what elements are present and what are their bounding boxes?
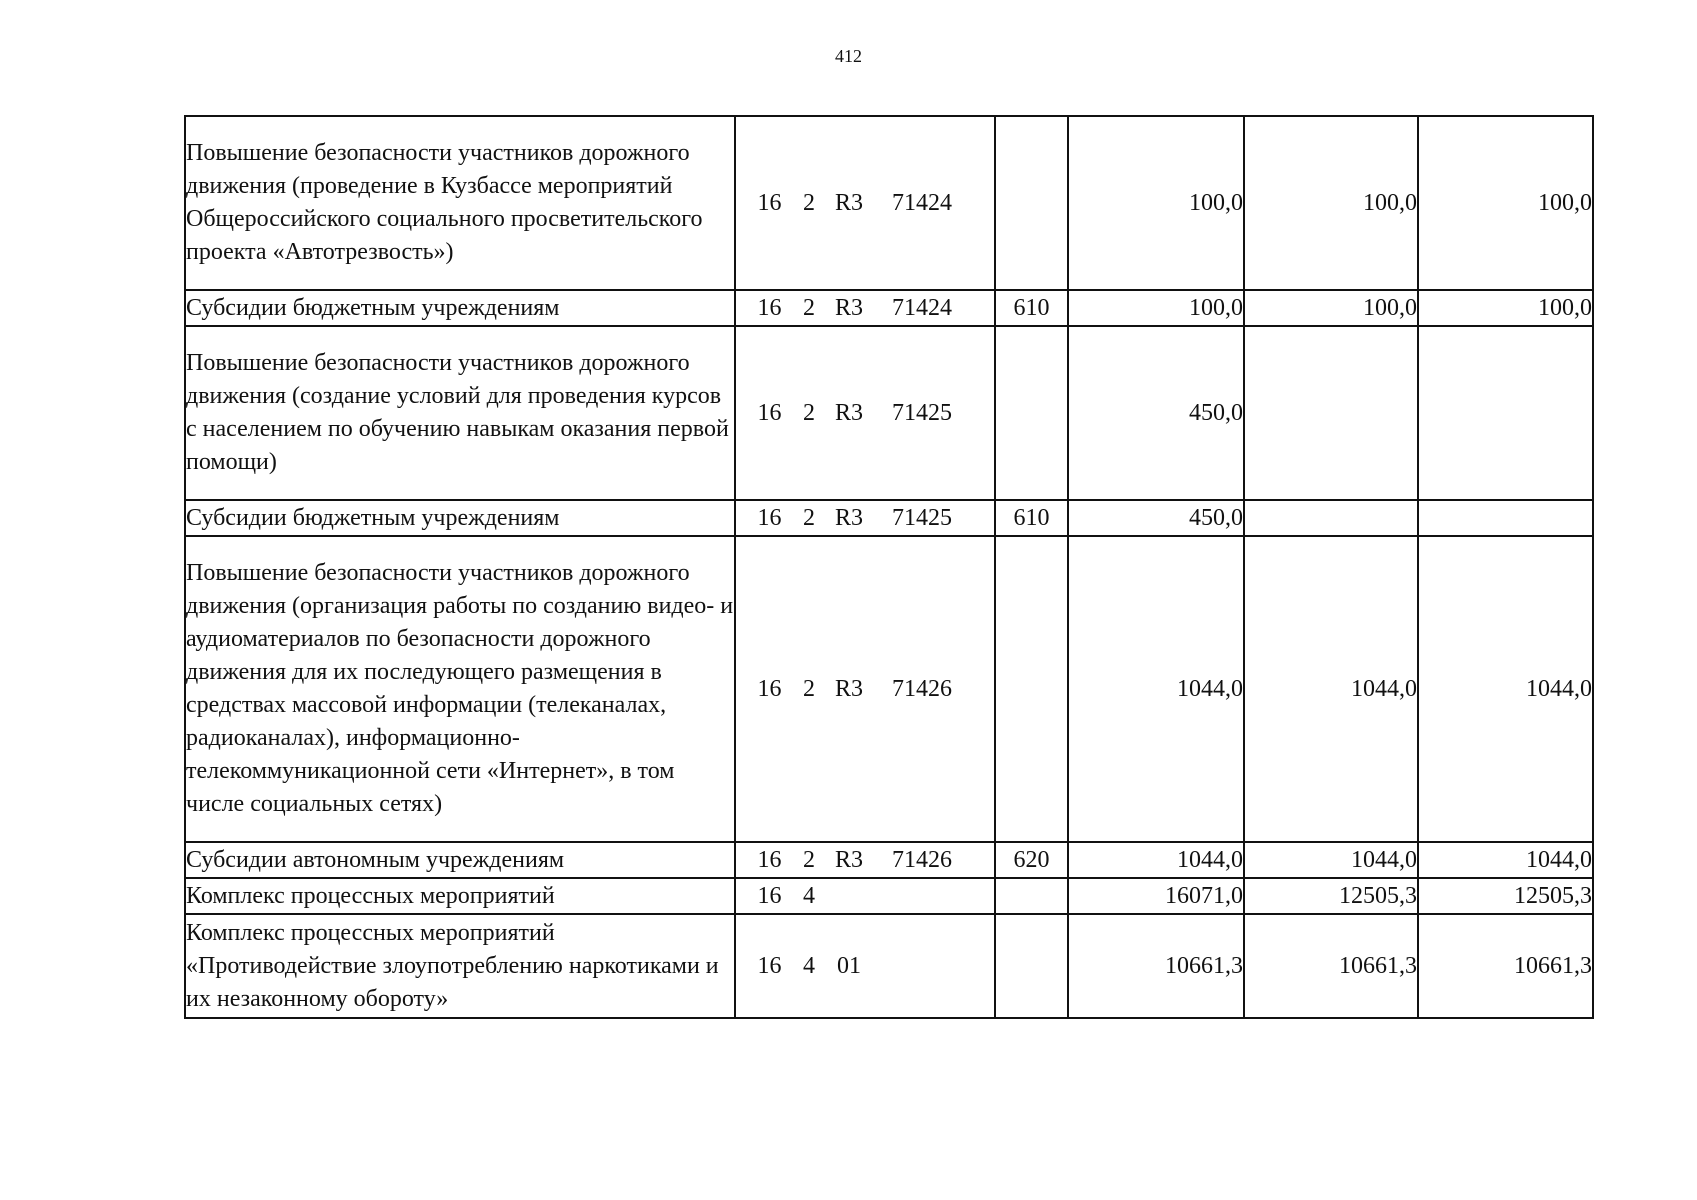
table-row [185,290,1593,326]
code-event: R3 [834,399,863,426]
row-value-year1: 1044,0 [1068,536,1244,842]
row-name: Комплекс процессных мероприятий «Противодействие злоупотреблению наркотиками и их незаконному обороту» [185,914,735,1018]
row-expense-type [995,326,1068,500]
code-program: 16 [757,675,782,702]
row-value-year3: 10661,3 [1418,914,1593,1018]
row-value-year1: 10661,3 [1068,914,1244,1018]
row-target-code [735,536,995,842]
row-name: Субсидии автономным учреждениям [185,842,735,878]
row-target-code [735,290,995,326]
code-program: 16 [757,504,782,531]
row-expense-type [995,878,1068,914]
code-direction: 71424 [892,294,952,321]
row-value-year3: 100,0 [1418,116,1593,290]
code-subprogram: 2 [803,504,815,531]
table-row [185,326,1593,500]
row-target-code [735,326,995,500]
row-value-year2: 10661,3 [1244,914,1418,1018]
code-subprogram: 2 [803,846,815,873]
row-value-year2 [1244,326,1418,500]
code-direction: 71425 [892,399,952,426]
code-event: 01 [837,952,861,979]
code-direction: 71426 [892,675,952,702]
row-value-year2: 12505,3 [1244,878,1418,914]
row-name: Повышение безопасности участников дорожного движения (проведение в Кузбассе мероприятий Общероссийского социального просветительского проекта «Автотрезвость») [185,116,735,290]
row-value-year1: 450,0 [1068,500,1244,536]
code-event: R3 [834,504,863,531]
row-value-year3: 12505,3 [1418,878,1593,914]
row-value-year3 [1418,500,1593,536]
row-name: Повышение безопасности участников дорожного движения (организация работы по созданию видео- и аудиоматериалов по безопасности дорожного движения для их последующего размещения в средствах массовой информации (телеканалах, радиоканалах), информационно-телекоммуникационной сети «Интернет», в том числе социальных сетях) [185,536,735,842]
table-row [185,536,1593,842]
row-value-year2: 1044,0 [1244,842,1418,878]
row-value-year3 [1418,326,1593,500]
table-row [185,878,1593,914]
row-value-year2: 1044,0 [1244,536,1418,842]
code-program: 16 [757,294,782,321]
table-row [185,116,1593,290]
budget-table [184,115,1594,1019]
code-subprogram: 4 [803,882,815,909]
row-value-year3: 1044,0 [1418,536,1593,842]
code-program: 16 [757,399,782,426]
row-target-code [735,500,995,536]
row-value-year1: 450,0 [1068,326,1244,500]
code-subprogram: 2 [803,294,815,321]
row-expense-type: 610 [995,500,1068,536]
table-row [185,500,1593,536]
code-program: 16 [757,189,782,216]
row-target-code [735,842,995,878]
code-subprogram: 2 [803,189,815,216]
row-value-year3: 1044,0 [1418,842,1593,878]
code-event: R3 [834,294,863,321]
row-name: Субсидии бюджетным учреждениям [185,500,735,536]
code-direction: 71426 [892,846,952,873]
row-value-year2 [1244,500,1418,536]
row-target-code [735,116,995,290]
table-row [185,914,1593,1018]
page-number: 412 [835,46,862,66]
code-program: 16 [757,952,782,979]
row-target-code [735,914,995,1018]
code-subprogram: 2 [803,399,815,426]
code-event: R3 [834,189,863,216]
code-event: R3 [834,846,863,873]
row-value-year1: 100,0 [1068,290,1244,326]
row-name: Повышение безопасности участников дорожного движения (создание условий для проведения курсов с населением по обучению навыкам оказания первой помощи) [185,326,735,500]
row-name: Субсидии бюджетным учреждениям [185,290,735,326]
row-expense-type [995,914,1068,1018]
row-expense-type [995,116,1068,290]
code-program: 16 [757,882,782,909]
code-event: R3 [834,675,863,702]
row-expense-type: 620 [995,842,1068,878]
row-value-year2: 100,0 [1244,290,1418,326]
row-target-code [735,878,995,914]
row-value-year1: 100,0 [1068,116,1244,290]
code-direction: 71425 [892,504,952,531]
code-subprogram: 2 [803,675,815,702]
code-subprogram: 4 [803,952,815,979]
row-value-year1: 1044,0 [1068,842,1244,878]
row-value-year3: 100,0 [1418,290,1593,326]
row-expense-type: 610 [995,290,1068,326]
row-name: Комплекс процессных мероприятий [185,878,735,914]
row-value-year2: 100,0 [1244,116,1418,290]
table-row [185,842,1593,878]
row-expense-type [995,536,1068,842]
code-direction: 71424 [892,189,952,216]
code-program: 16 [757,846,782,873]
row-value-year1: 16071,0 [1068,878,1244,914]
